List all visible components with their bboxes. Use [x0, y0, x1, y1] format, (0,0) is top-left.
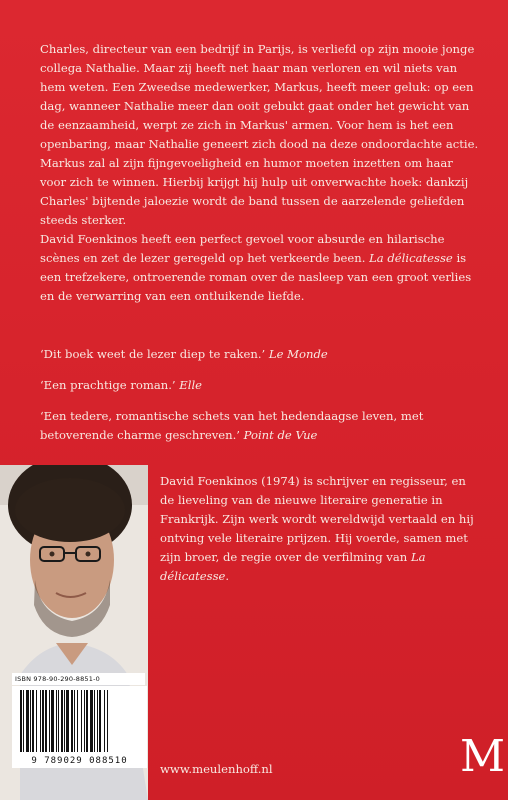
quote-text: ‘Een prachtige roman.’ [40, 378, 180, 392]
bio-paragraph [160, 472, 475, 586]
quote-elle [40, 376, 480, 395]
publisher-logo: M [460, 731, 506, 782]
quote-le-monde [40, 345, 480, 364]
blurb-text: is een trefzekere, ontroerende roman over de nasleep van een groot verlies en de verwarring van een ontluikende liefde. [40, 251, 472, 303]
blurb-paragraph-3 [40, 230, 480, 306]
review-quotes [40, 345, 480, 457]
publisher-url[interactable]: www.meulenhoff.nl [160, 762, 273, 776]
blurb-paragraph-2: Markus zal al zijn fijngevoeligheid en humor moeten inzetten om haar voor zich te winnen. Hierbij krijgt hij hulp uit onverwachte hoek: dankzij Charles' bijtende jaloezie wordt de band tussen de aarzelende geliefden steeds sterker. [40, 156, 469, 227]
bio-end: . [225, 569, 230, 583]
quote-text: ‘Een tedere, romantische schets van het hedendaagse leven, met betoverende charme geschreven.’ [40, 409, 424, 442]
barcode [12, 686, 147, 754]
barcode-bars [12, 686, 147, 754]
book-title: La délicatesse [160, 550, 426, 583]
quote-source: Point de Vue [243, 428, 318, 442]
blurb [40, 40, 480, 306]
isbn-label: ISBN 978-90-290-8851-0 [12, 673, 145, 685]
quote-source: Elle [179, 378, 203, 392]
blurb-text: David Foenkinos heeft een perfect gevoel voor absurde en hilarische scènes en zet de lezer geregeld op het verkeerde been. [40, 232, 445, 265]
blurb-paragraph-1: Charles, directeur van een bedrijf in Parijs, is verliefd op zijn mooie jonge collega Nathalie. Maar zij heeft net haar man verloren en wil niets van hem weten. Een Zweedse medewerker, Markus, heeft meer geluk: op een dag, wanneer Nathalie meer dan ooit gebukt gaat onder het gewicht van de eenzaamheid, werpt ze zich in Markus' armen. Voor hem is het een openbaring, maar Nathalie geneert zich dood na deze ondoordachte actie. [40, 42, 479, 151]
barcode-number: 9 789029 088510 [12, 754, 147, 768]
bio-text: David Foenkinos (1974) is schrijver en regisseur, en de lieveling van de nieuwe literaire generatie in Frankrijk. Zijn werk wordt wereldwijd vertaald en hij ontving vele literaire prijzen. Hij voerde, samen met zijn broer, de regie over de verfilming van [160, 474, 474, 564]
quote-point-de-vue [40, 407, 480, 445]
book-title: La délicatesse [369, 251, 453, 265]
quote-text: ‘Dit boek weet de lezer diep te raken.’ [40, 347, 269, 361]
author-bio [160, 472, 475, 586]
quote-source: Le Monde [268, 347, 328, 361]
